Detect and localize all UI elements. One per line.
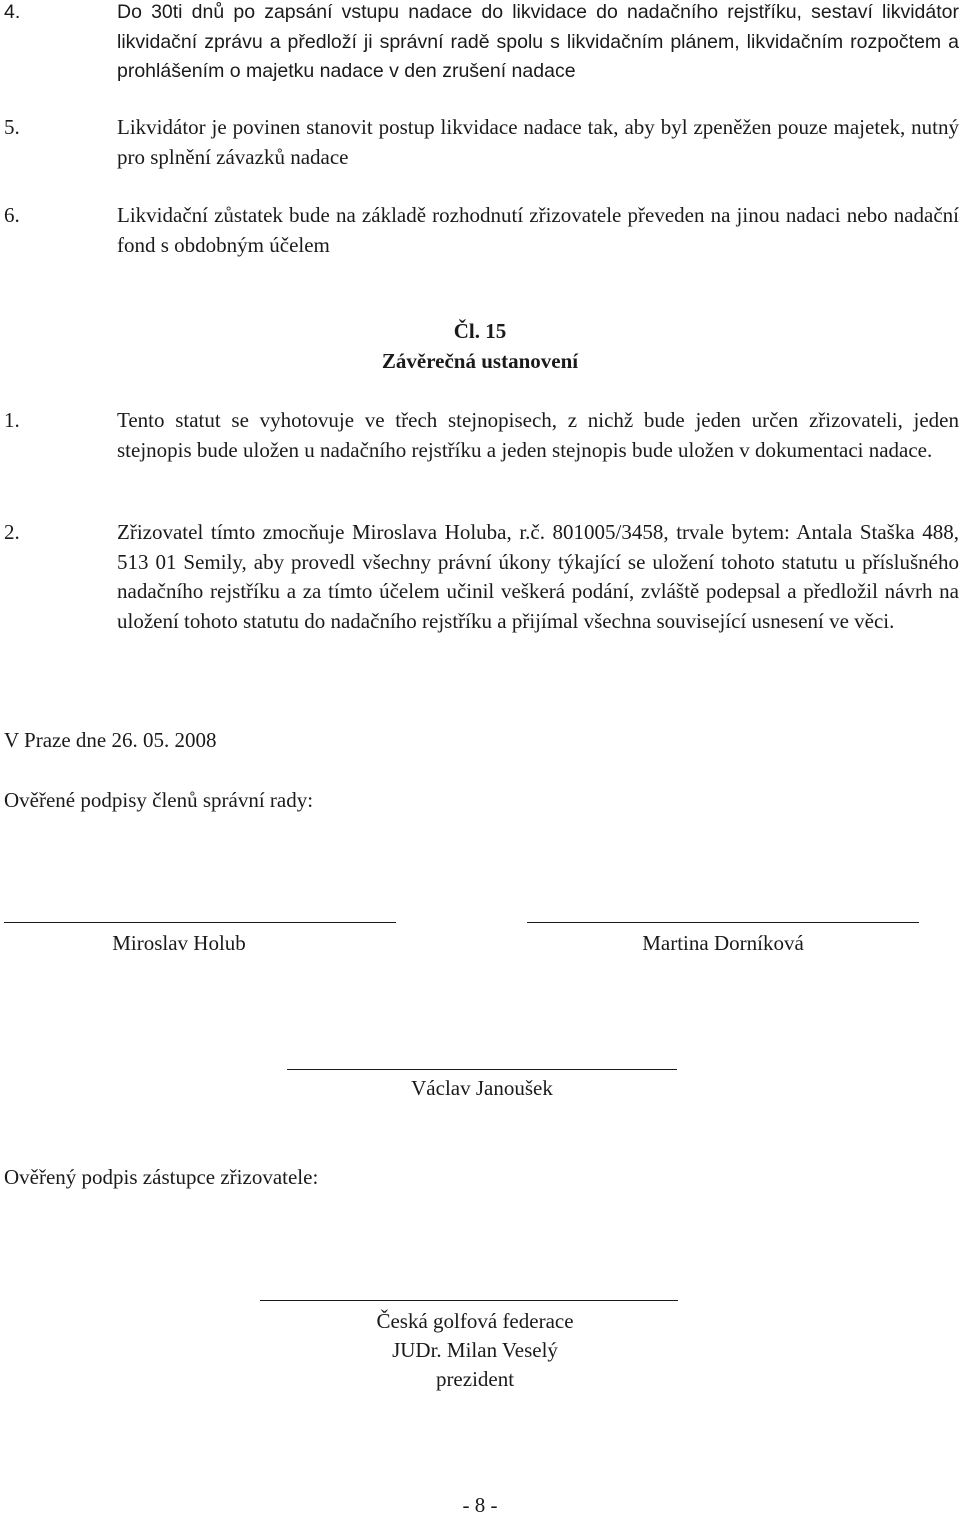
signatory-center: Václav Janoušek (411, 1076, 553, 1100)
item-text: Do 30ti dnů po zapsání vstupu nadace do likvidace do nadačního rejstříku, sestaví likvidátor likvidační zprávu a předloží ji správní radě spolu s likvidačním plánem, likvidačním rozpočtem a prohlášením o majetku nadace v den zrušení nadace (117, 1, 959, 82)
board-signatures-label: Ověřené podpisy členů správní rady: (4, 788, 314, 812)
founder-role: prezident (435, 1367, 515, 1391)
place-date: V Praze dne 26. 05. 2008 (4, 728, 217, 752)
signature-line-center (287, 1069, 677, 1070)
signature-line-founder (260, 1300, 678, 1301)
article-number: Čl. 15 (453, 319, 507, 343)
item-text: Likvidační zůstatek bude na základě rozhodnutí zřizovatele převeden na jinou nadaci nebo nadační fond s obdobným účelem (117, 203, 959, 257)
founder-name: JUDr. Milan Veselý (392, 1338, 558, 1362)
signatory-left: Miroslav Holub (112, 931, 246, 955)
item-number: 5. (4, 115, 20, 139)
item-text: Likvidátor je povinen stanovit postup likvidace nadace tak, aby byl zpeněžen pouze majetek, nutný pro splnění závazků nadace (117, 115, 959, 169)
item-number: 4. (4, 1, 21, 23)
item-number: 1. (4, 408, 20, 432)
article-heading (0, 316, 960, 376)
signature-line-right (527, 922, 919, 923)
item-number: 6. (4, 203, 20, 227)
item-number: 2. (4, 520, 20, 544)
founder-signature-label: Ověřený podpis zástupce zřizovatele: (4, 1165, 319, 1189)
founder-organization: Česká golfová federace (376, 1309, 574, 1333)
item-text: Tento statut se vyhotovuje ve třech stejnopisech, z nichž bude jeden určen zřizovateli, jeden stejnopis bude uložen u nadačního rejstříku a jeden stejnopis bude uložen v dokumentaci nadace. (117, 408, 959, 462)
signature-line-left (4, 922, 396, 923)
page-number: - 8 - (462, 1493, 498, 1517)
item-text: Zřizovatel tímto zmocňuje Miroslava Holuba, r.č. 801005/3458, trvale bytem: Antala Staška 488, 513 01 Semily, aby provedl všechny právní úkony týkající se uložení tohoto statutu u příslušného nadačního rejstříku a za tímto účelem učinil veškerá podání, zvláště podepsal a předložil návrh na uložení tohoto statutu do nadačního rejstříku a přijímal všechna související usnesení ve věci. (117, 520, 959, 633)
article-title: Závěrečná ustanovení (381, 349, 579, 373)
signatory-right: Martina Dorníková (642, 931, 804, 955)
